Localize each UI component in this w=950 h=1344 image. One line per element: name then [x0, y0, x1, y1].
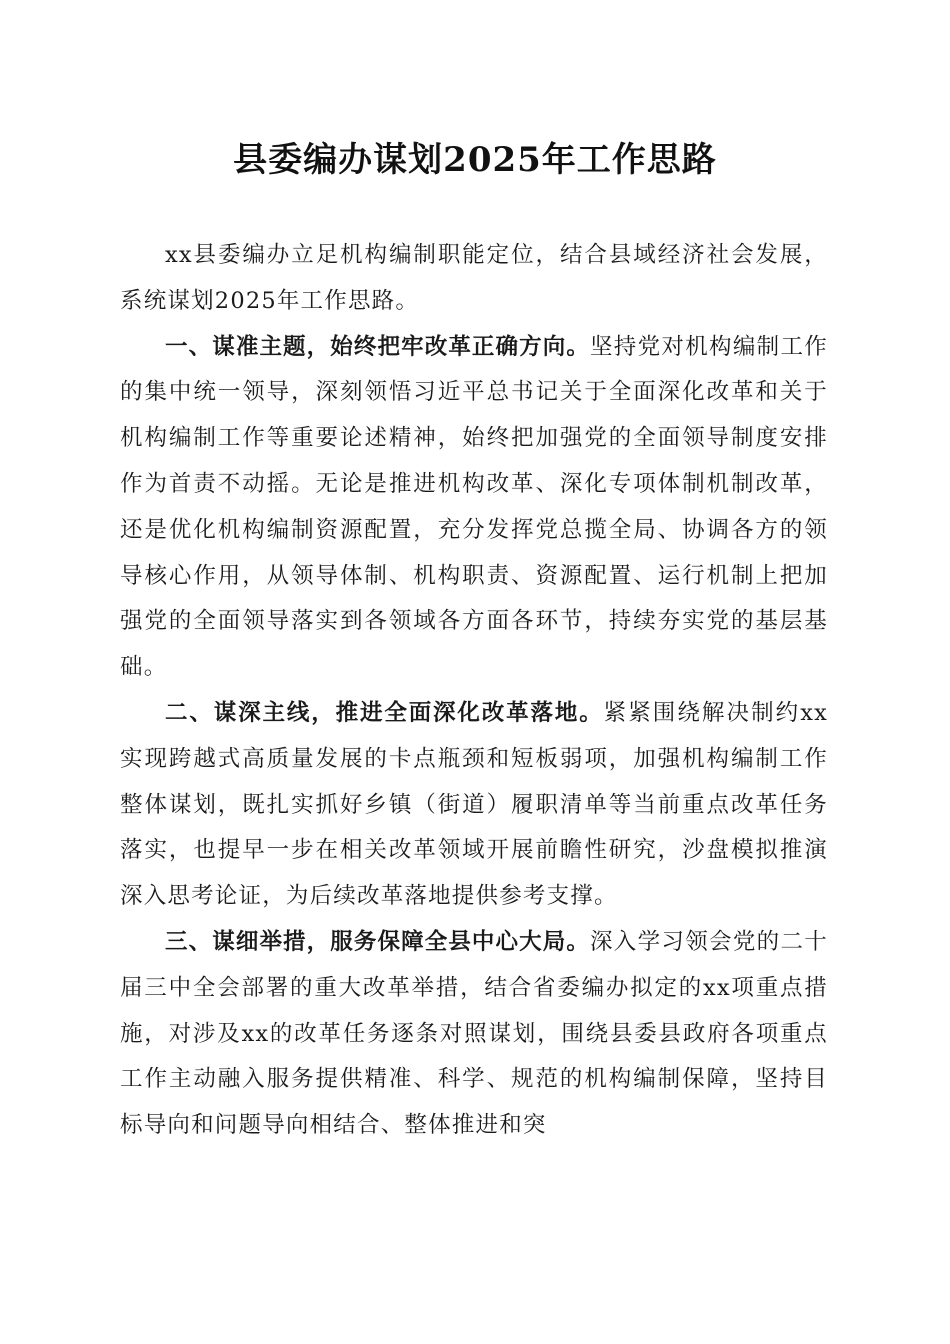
section-text-3: 深入学习领会党的二十届三中全会部署的重大改革举措，结合省委编办拟定的xx项重点措施，对涉及xx的改革任务逐条对照谋划，围绕县委县政府各项重点工作主动融入服务提供精准、科学、规范的机构编制保障，坚持目标导向和问题导向相结合、整体推进和突 — [120, 928, 828, 1139]
section-text-1: 坚持党对机构编制工作的集中统一领导，深刻领悟习近平总书记关于全面深化改革和关于机构编制工作等重要论述精神，始终把加强党的全面领导制度安排作为首责不动摇。无论是推进机构改革、深化专项体制机制改革，还是优化机构编制资源配置，充分发挥党总揽全局、协调各方的领导核心作用，从领导体制、机构职责、资源配置、运行机制上把加强党的全面领导落实到各领域各方面各环节，持续夯实党的基层基础。 — [120, 333, 828, 681]
document-body — [120, 233, 828, 1149]
document-title: 县委编办谋划2025年工作思路 — [233, 140, 717, 180]
section-paragraph-3 — [120, 920, 828, 1149]
intro-paragraph: xx县委编办立足机构编制职能定位，结合县域经济社会发展，系统谋划2025年工作思路。 — [120, 242, 828, 314]
section-heading-2: 二、谋深主线，推进全面深化改革落地。 — [165, 699, 604, 726]
section-paragraph-2 — [120, 691, 828, 920]
section-heading-3: 三、谋细举措，服务保障全县中心大局。 — [165, 928, 590, 955]
section-paragraph-1 — [120, 325, 828, 691]
section-text-2: 紧紧围绕解决制约xx实现跨越式高质量发展的卡点瓶颈和短板弱项，加强机构编制工作整体谋划，既扎实抓好乡镇（街道）履职清单等当前重点改革任务落实，也提早一步在相关改革领域开展前瞻性研究，沙盘模拟推演深入思考论证，为后续改革落地提供参考支撑。 — [120, 699, 828, 910]
section-heading-1: 一、谋准主题，始终把牢改革正确方向。 — [165, 333, 590, 360]
